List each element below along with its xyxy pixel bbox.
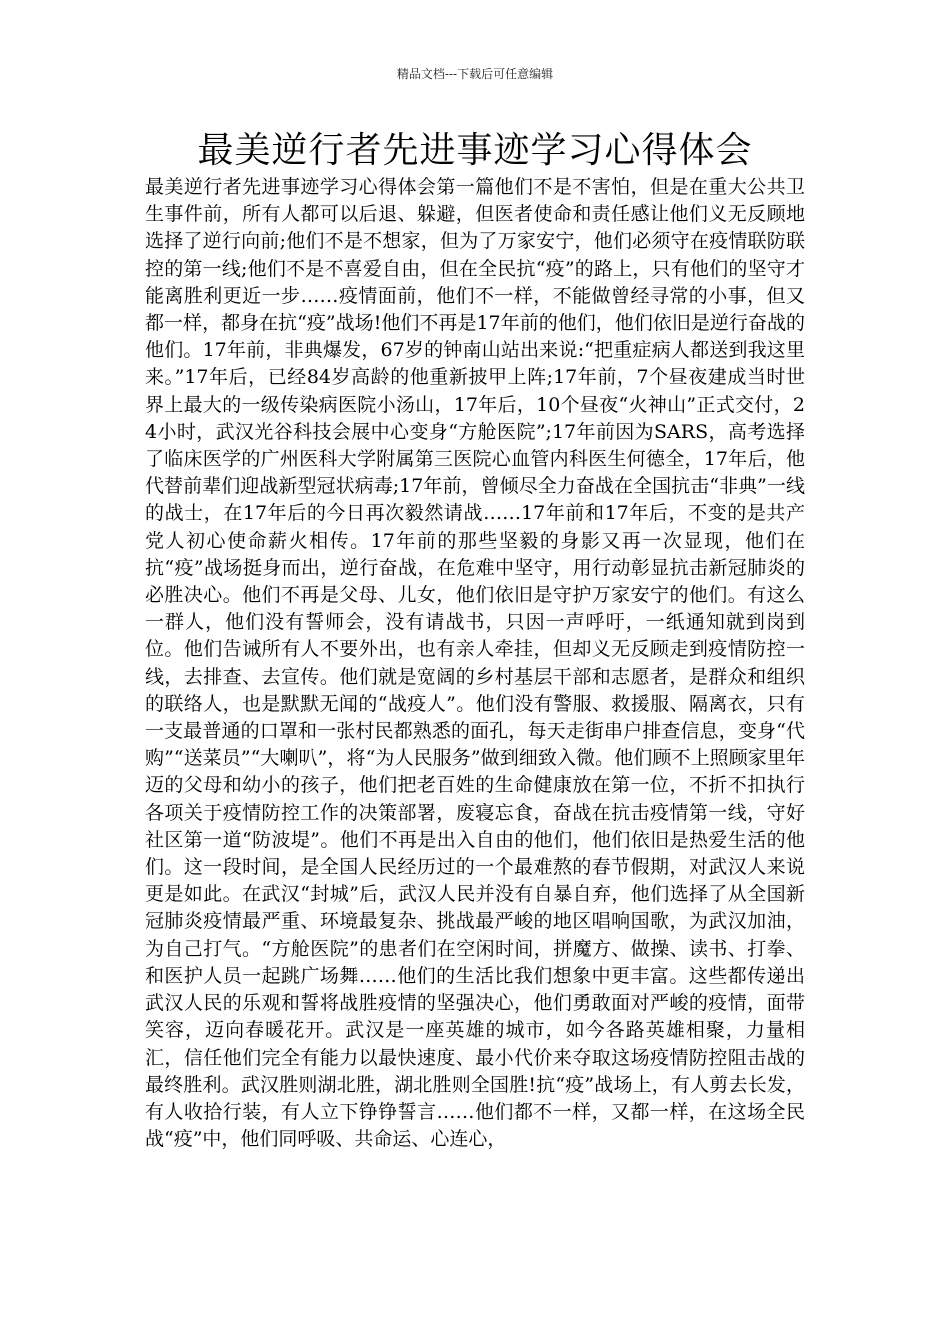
document-body: 最美逆行者先进事迹学习心得体会第一篇他们不是不害怕，但是在重大公共卫生事件前，所有人都可以后退、躲避，但医者使命和责任感让他们义无反顾地选择了逆行向前;他们不是不想家，但为了万家安宁，他们必须守在疫情联防联控的第一线;他们不是不喜爱自由，但在全民抗“疫”的路上，只有他们的坚守才能离胜利更近一步……疫情面前，他们不一样，不能做曾经寻常的小事，但又都一样，都身在抗“疫”战场!他们不再是17年前的他们，他们依旧是逆行奋战的他们。17年前，非典爆发，67岁的钟南山站出来说:“把重症病人都送到我这里来。”17年后，已经84岁高龄的他重新披甲上阵;17年前，7个昼夜建成当时世界上最大的一级传染病医院小汤山，17年后，10个昼夜“火神山”正式交付，24小时，武汉光谷科技会展中心变身“方舱医院”;17年前因为SARS，高考选择了临床医学的广州医科大学附属第三医院心血管内科医生何德全，17年后，他代替前辈们迎战新型冠状病毒;17年前，曾倾尽全力奋战在全国抗击“非典”一线的战士，在17年后的今日再次毅然请战……17年前和17年后，不变的是共产党人初心使命薪火相传。17年前的那些坚毅的身影又再一次显现，他们在抗“疫”战场挺身而出，逆行奋战，在危难中坚守，用行动彰显抗击新冠肺炎的必胜决心。他们不再是父母、儿女，他们依旧是守护万家安宁的他们。有这么一群人，他们没有誓师会，没有请战书，只因一声呼吁，一纸通知就到岗到位。他们告诫所有人不要外出，也有亲人牵挂，但却义无反顾走到疫情防控一线，去排查、去宣传。他们就是宽阔的乡村基层干部和志愿者，是群众和组织的联络人，也是默默无闻的“战疫人”。他们没有警服、救援服、隔离衣，只有一支最普通的口罩和一张村民都熟悉的面孔，每天走街串户排查信息，变身“代购”“送菜员”“大喇叭”，将“为人民服务”做到细致入微。他们顾不上照顾家里年迈的父母和幼小的孩子，他们把老百姓的生命健康放在第一位，不折不扣执行各项关于疫情防控工作的决策部署，废寝忘食，奋战在抗击疫情第一线，守好社区第一道“防波堤”。他们不再是出入自由的他们，他们依旧是热爱生活的他们。这一段时间，是全国人民经历过的一个最难熬的春节假期，对武汉人来说更是如此。在武汉“封城”后，武汉人民并没有自暴自弃，他们选择了从全国新冠肺炎疫情最严重、环境最复杂、挑战最严峻的地区唱响国歌，为武汉加油，为自己打气。“方舱医院”的患者们在空闲时间，拼魔方、做操、读书、打拳、和医护人员一起跳广场舞……他们的生活比我们想象中更丰富。这些都传递出武汉人民的乐观和誓将战胜疫情的坚强决心，他们勇敢面对严峻的疫情，面带笑容，迈向春暖花开。武汉是一座英雄的城市，如今各路英雄相聚，力量相汇，信任他们完全有能力以最快速度、最小代价来夺取这场疫情防控阻击战的最终胜利。武汉胜则湖北胜，湖北胜则全国胜!抗“疫”战场上，有人剪去长发，有人收拾行装，有人立下铮铮誓言……他们都不一样，又都一样，在这场全民战“疫”中，他们同呼吸、共命运、心连心，	[145, 176, 805, 1151]
document-title: 最美逆行者先进事迹学习心得体会	[197, 130, 753, 171]
header-note: 精品文档---下载后可任意编辑	[396, 67, 554, 81]
